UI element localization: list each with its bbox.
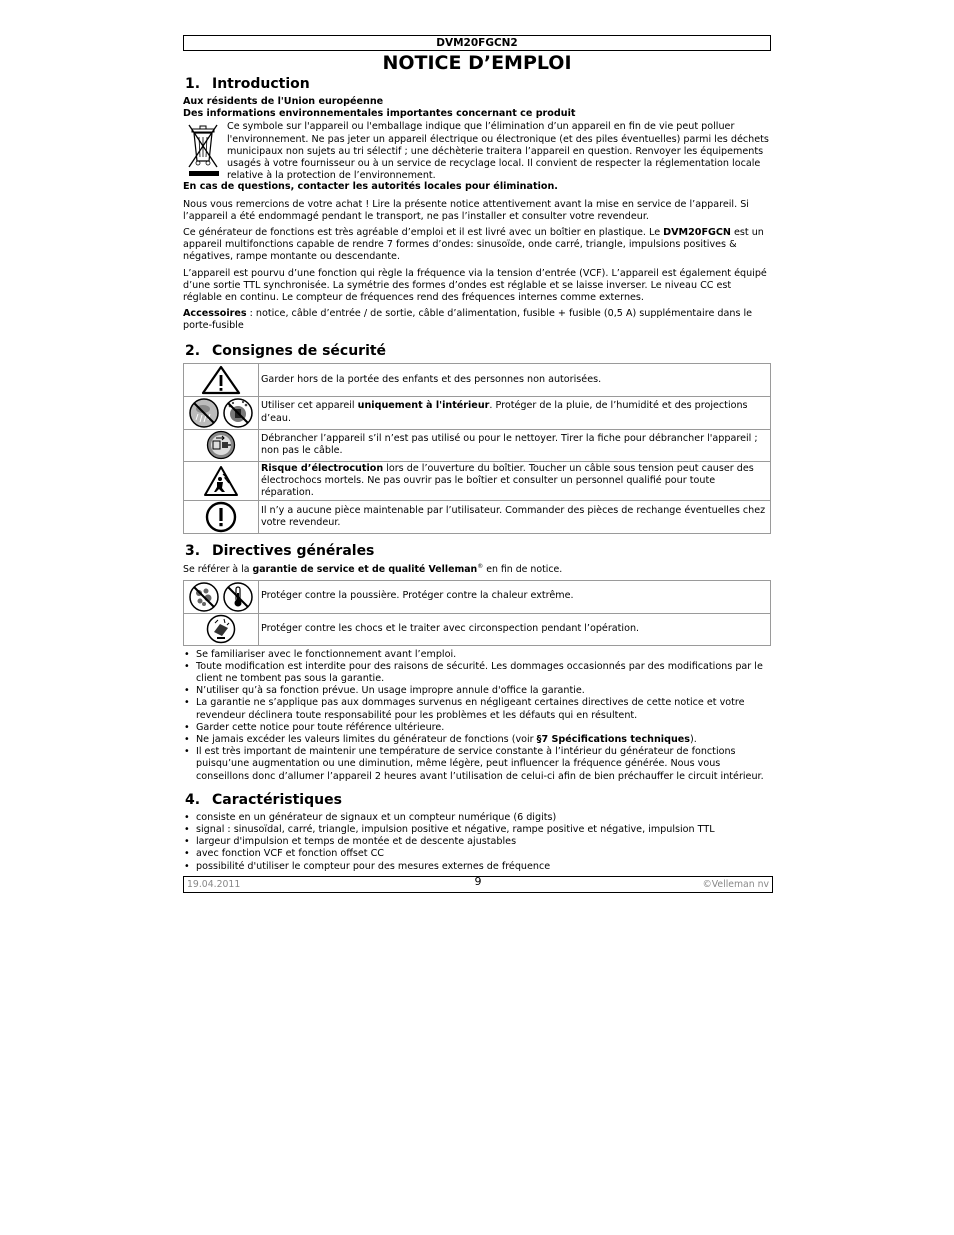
safety-text [259, 429, 771, 461]
model-name: DVM20FGCN [663, 227, 731, 239]
text-run: ). [690, 734, 697, 746]
section-1-heading [183, 75, 771, 93]
eu-residents-heading: Aux résidents de l'Union européenne [183, 96, 384, 107]
section-title: Introduction [212, 76, 310, 92]
guidelines-list [183, 649, 771, 783]
safety-text [259, 363, 771, 396]
accessories-label: Accessoires [183, 308, 247, 320]
icon-cell [184, 580, 259, 613]
table-row [184, 396, 771, 429]
safety-text [259, 461, 771, 501]
table-row [184, 613, 771, 645]
icon-cell [184, 501, 259, 534]
icon-cell [184, 396, 259, 429]
no-water-splash-icon [222, 397, 254, 429]
section-4-heading [183, 791, 771, 809]
guideline-text: Protéger contre la poussière. Protéger contre la chaleur extrême. [259, 580, 771, 613]
safety-text [259, 501, 771, 534]
icon-cell [184, 461, 259, 501]
guidelines-table [183, 580, 771, 646]
text-run: Ce générateur de fonctions est très agréable d’emploi et il est livré avec un boîtier en plastique. Le [183, 227, 664, 239]
icon-cell [184, 613, 259, 645]
list-item: • Il est très important de maintenir une température de service constante à l’intérieur du générateur de fonctions puisqu’une augmentation ou une diminution, même légère, peut influencer la fréquence générée. Nous vous conseillons donc d’allumer l’appareil 2 heures avant l’utilisation de celui-ci afin de bien préchauffer le circuit intérieur. [183, 746, 771, 783]
emphasis: Risque d’électrocution [261, 462, 384, 474]
page-title: NOTICE D’EMPLOI [382, 52, 572, 74]
text-run: : notice, câble d’entrée / de sortie, câble d’alimentation, fusible + fusible (0,5 A) supplémentaire dans le porte-fusible [183, 308, 753, 332]
electric-shock-icon [203, 465, 239, 497]
contact-authorities: En cas de questions, contacter les autorités locales pour élimination. [183, 181, 558, 193]
safety-table [183, 363, 771, 535]
text-run: . Protéger de la pluie, de l’humidité et des projections d’eau. [261, 400, 748, 424]
safety-text [259, 396, 771, 429]
no-rain-icon [188, 397, 220, 429]
page-footer [183, 876, 773, 893]
text-run: en fin de notice. [483, 564, 563, 576]
section-number: 3. [185, 543, 201, 560]
table-row [184, 580, 771, 613]
registered-mark: ® [477, 563, 484, 571]
intro-paragraph-3: L’appareil est pourvu d’une fonction qui règle la fréquence via la tension d’entrée (VCF). L’appareil est également équipé d’une sortie TTL synchronisée. La symétrie des formes d’ondes est réglable et se laisse inverser. Le niveau CC est réglable en continu. Le compteur de fréquences rend des fréquences internes comme externes. [183, 267, 767, 304]
text-run: Garder hors de la portée des enfants et des personnes non autorisées. [261, 373, 602, 385]
warning-triangle-icon [201, 365, 241, 395]
crossed-bin-icon [183, 121, 227, 181]
table-row [184, 429, 771, 461]
env-info-heading: Des informations environnementales importantes concernant ce produit [183, 108, 576, 120]
list-item: • possibilité d'utiliser le compteur pour des mesures externes de fréquence [183, 861, 771, 873]
list-item [183, 734, 771, 746]
text-run: Se référer à la [183, 564, 253, 576]
section-title: Caractéristiques [212, 791, 342, 808]
table-row [184, 501, 771, 534]
section-number: 2. [185, 342, 201, 359]
text-run: Débrancher l’appareil s’il n’est pas utilisé ou pour le nettoyer. Tirer la fiche pour débrancher l'appareil ; non pas le câble. [261, 432, 758, 457]
fragile-handle-icon [206, 614, 236, 644]
list-item: • Toute modification est interdite pour des raisons de sécurité. Les dommages occasionnés par des modifications par le client ne tombent pas sous la garantie. [183, 661, 771, 685]
footer-copyright: ©Velleman nv [702, 879, 769, 890]
exclamation-circle-icon [205, 501, 237, 533]
no-dust-icon [188, 581, 220, 613]
text-run: Ne jamais excéder les valeurs limites du générateur de fonctions (voir [196, 734, 537, 746]
list-item: • Garder cette notice pour toute référence ultérieure. [183, 722, 771, 734]
spec-reference: §7 Spécifications techniques [536, 734, 691, 746]
guideline-text: Protéger contre les chocs et le traiter avec circonspection pendant l’opération. [259, 613, 771, 645]
section-2-heading [183, 342, 771, 360]
list-item: • Se familiariser avec le fonctionnement avant l’emploi. [183, 649, 771, 661]
weee-block [183, 121, 771, 182]
warranty-name: garantie de service et de qualité Velleman [252, 564, 478, 576]
unplug-icon [206, 430, 236, 460]
intro-paragraph-1: Nous vous remercions de votre achat ! Lire la présente notice attentivement avant la mise en service de l’appareil. Si l’appareil a été endommagé pendant le transport, ne pas l’installer et consulter votre revendeur. [183, 198, 749, 222]
weee-text: Ce symbole sur l'appareil ou l'emballage indique que l’élimination d’un appareil en fin de vie peut polluer l'environnement. Ne pas jeter un appareil électrique ou électronique (et des piles éventuelles) parmi les déchets municipaux non sujets au tri sélectif ; une déchèterie traitera l’appareil en question. Renvoyer les équipements usagés à votre fournisseur ou à un service de recyclage local. Il convient de respecter la réglementation locale relative à la protection de l’environnement. [227, 121, 769, 182]
page-number: 9 [474, 875, 482, 888]
list-item: • signal : sinusoïdal, carré, triangle, impulsion positive et négative, rampe positive et négative, impulsion TTL [183, 824, 771, 836]
emphasis: uniquement à l'intérieur [357, 400, 490, 412]
list-item: • La garantie ne s’applique pas aux dommages survenus en négligeant certaines directives de cette notice et votre revendeur déclinera toute responsabilité pour les problèmes et les défauts qui en résultent. [183, 697, 771, 721]
warranty-reference [183, 561, 771, 576]
table-row [184, 363, 771, 396]
list-item: • largeur d'impulsion et temps de montée et de descente ajustables [183, 836, 771, 848]
features-list [183, 812, 771, 873]
table-row [184, 461, 771, 501]
text-run: lors de l’ouverture du boîtier. Toucher un câble sous tension peut causer des électrochocs mortels. Ne pas ouvrir pas le boîtier et consulter un personnel qualifié pour toute réparation. [261, 462, 754, 499]
model-header: DVM20FGCN2 [183, 35, 771, 51]
section-3-heading [183, 542, 771, 560]
list-item: • avec fonction VCF et fonction offset CC [183, 848, 771, 860]
icon-cell [184, 429, 259, 461]
section-title: Directives générales [212, 543, 375, 560]
intro-paragraph-2 [183, 227, 771, 264]
no-heat-icon [222, 581, 254, 613]
text-run: Il n’y a aucune pièce maintenable par l’utilisateur. Commander des pièces de rechange éventuelles chez votre revendeur. [261, 505, 766, 529]
document-page [183, 35, 771, 873]
icon-cell [184, 363, 259, 396]
section-title: Consignes de sécurité [212, 342, 387, 359]
section-number: 4. [185, 791, 201, 808]
list-item: • consiste en un générateur de signaux et un compteur numérique (6 digits) [183, 812, 771, 824]
section-number: 1. [185, 76, 201, 92]
text-run: est un appareil multifonctions capable de rendre 7 formes d’ondes: sinusoïde, onde carré, triangle, impulsions positives & négatives, rampe montante ou descendante. [183, 227, 764, 263]
accessories-paragraph [183, 308, 771, 332]
footer-date: 19.04.2011 [187, 879, 241, 890]
list-item: • N’utiliser qu’à sa fonction prévue. Un usage impropre annule d'office la garantie. [183, 685, 771, 697]
text-run: Utiliser cet appareil [261, 400, 358, 412]
